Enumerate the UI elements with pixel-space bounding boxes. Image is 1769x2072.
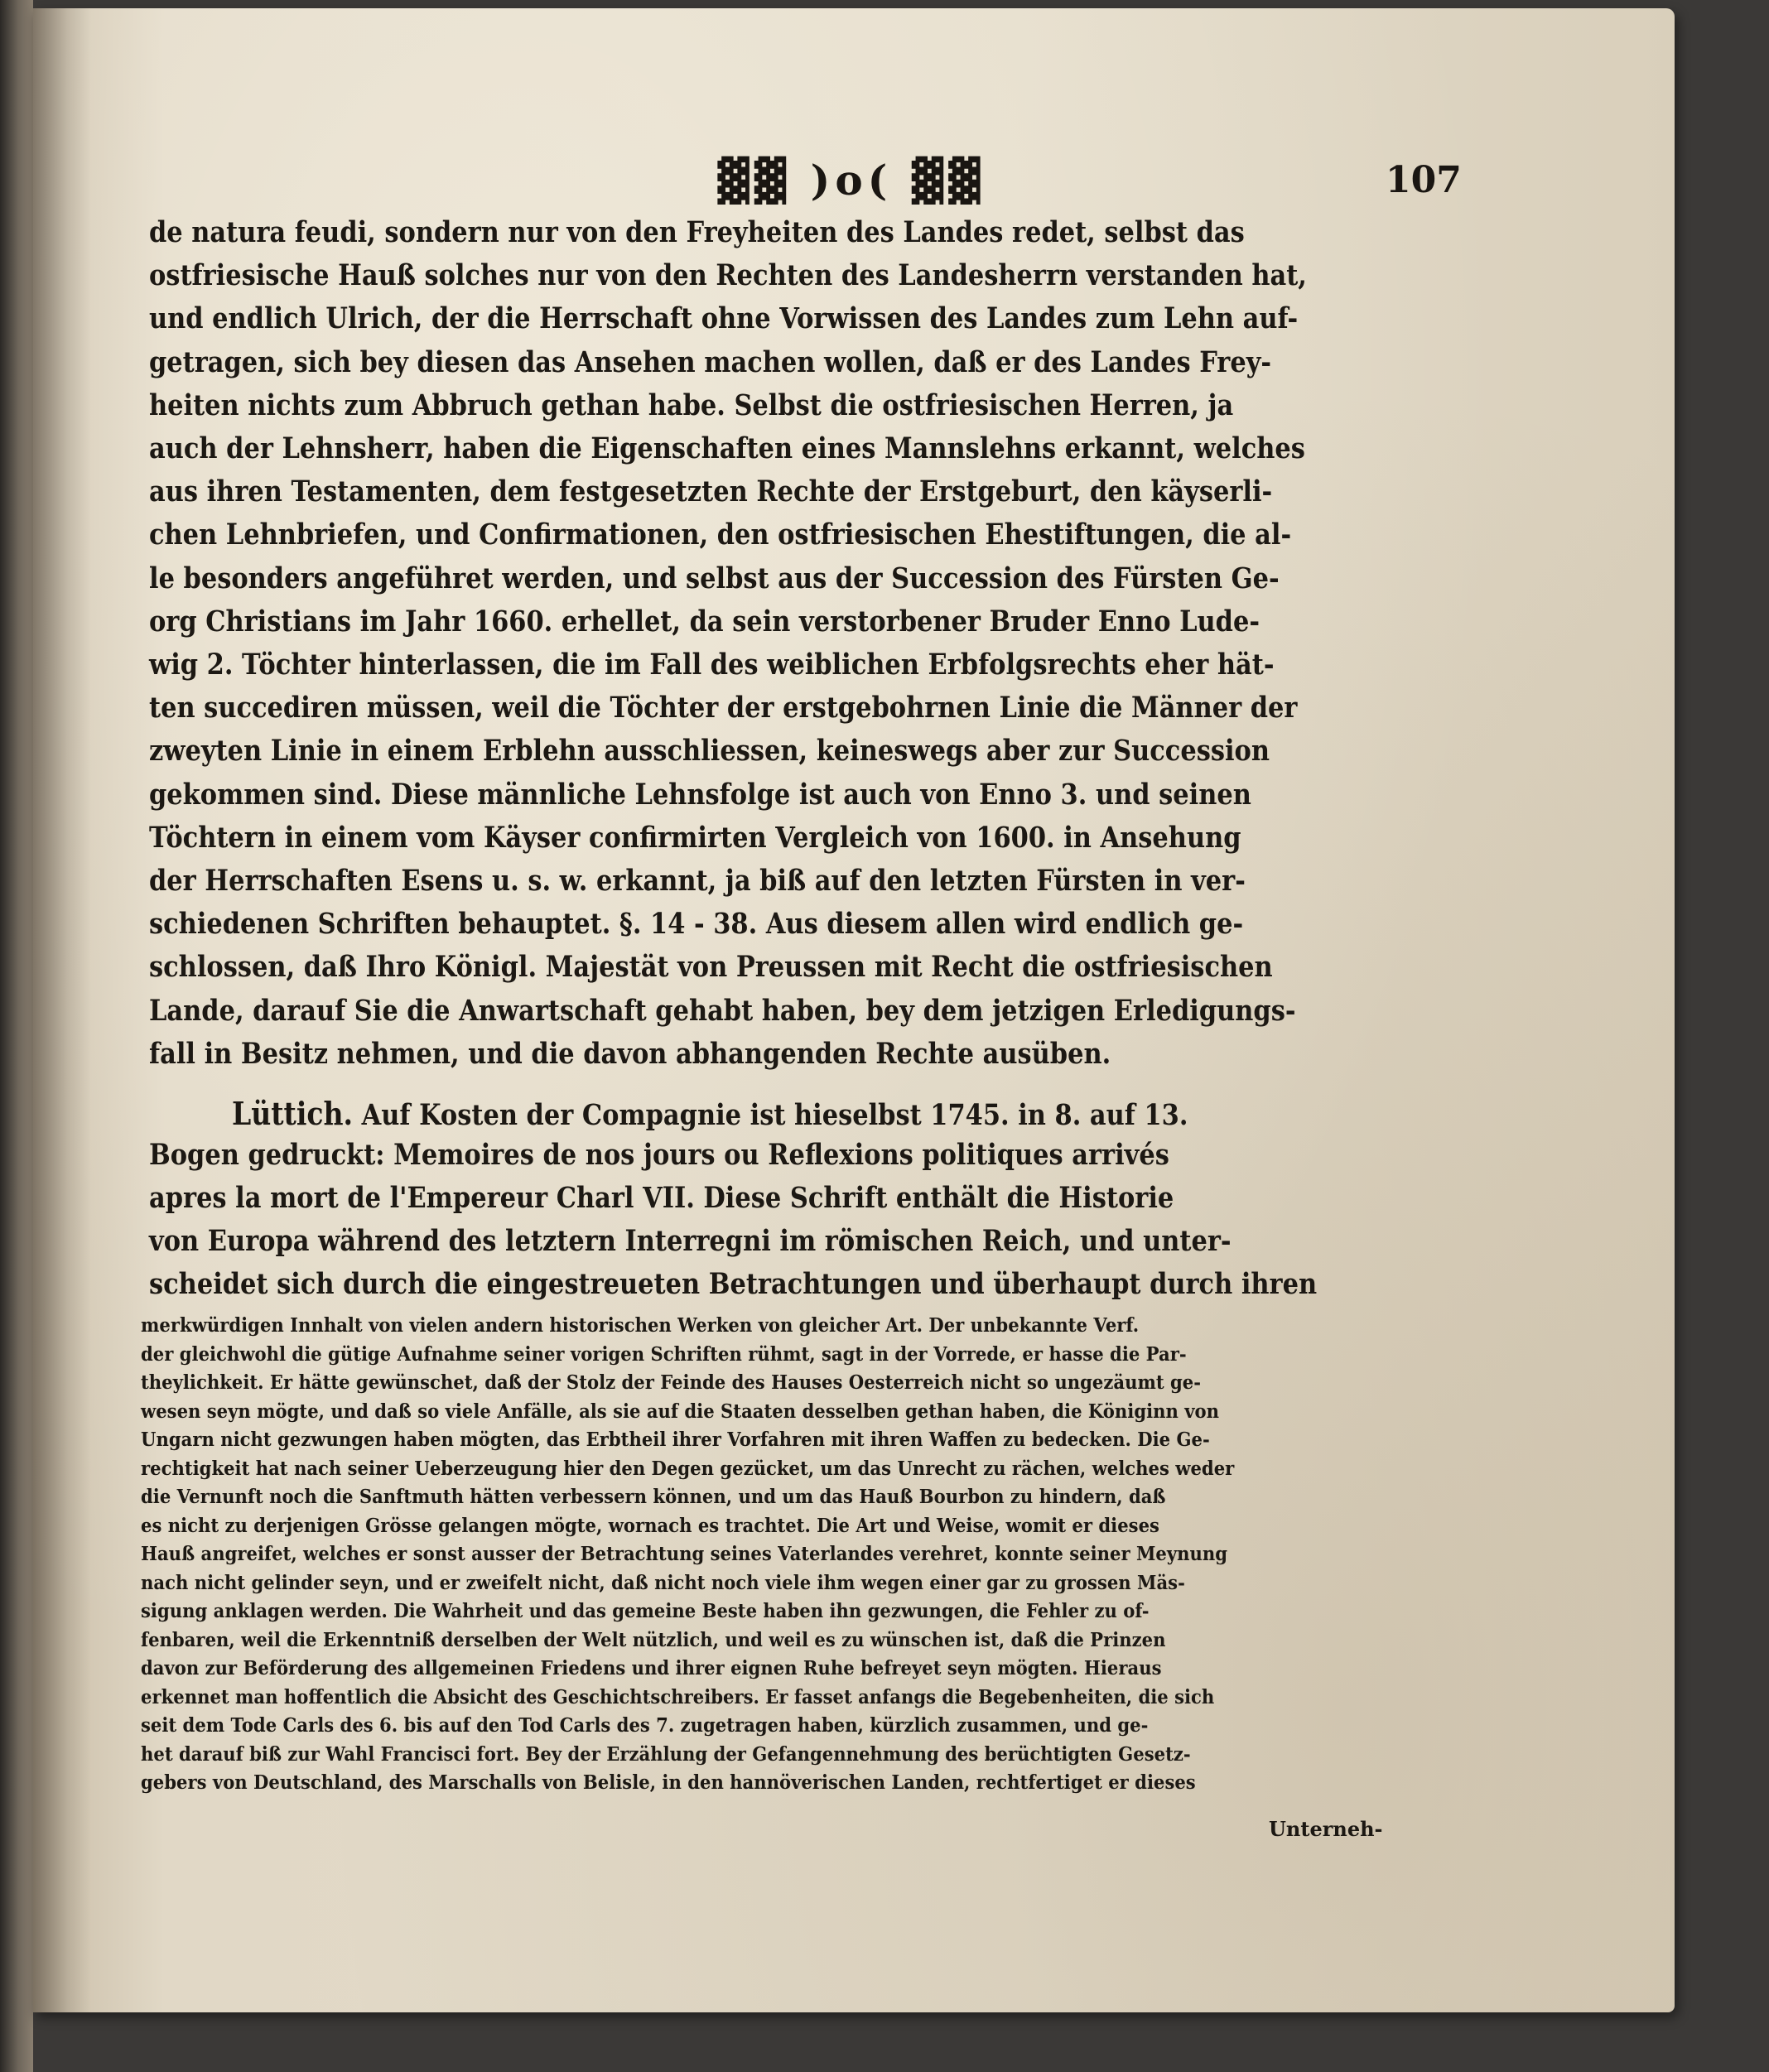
small-print-line: sigung anklagen werden. Die Wahrheit und das gemeine Beste haben ihn gezwungen, die Fehler zu of- <box>141 1599 1150 1622</box>
small-print-line: rechtigkeit hat nach seiner Ueberzeugung hier den Degen gezücket, um das Unrecht zu rächen, welches weder <box>141 1456 1235 1480</box>
text-line: Lande, darauf Sie die Anwartschaft gehabt haben, bey dem jetzigen Erledigungs- <box>149 993 1296 1028</box>
review-line: apres la mort de l'Empereur Charl VII. Diese Schrift enthält die Historie <box>149 1181 1174 1215</box>
text-line: zweyten Linie in einem Erblehn ausschliessen, keineswegs aber zur Succession <box>149 734 1270 769</box>
small-print-line: seit dem Tode Carls des 6. bis auf den Tod Carls des 7. zugetragen haben, kürzlich zusammen, und ge- <box>141 1713 1149 1737</box>
small-print-line: der gleichwohl die gütige Aufnahme seiner vorigen Schriften rühmt, sagt in der Vorrede, er hasse die Par- <box>141 1342 1187 1366</box>
small-print-line: die Vernunft noch die Sanftmuth hätten verbessern können, und um das Hauß Bourbon zu hindern, daß <box>141 1485 1166 1508</box>
text-line: schiedenen Schriften behauptet. §. 14 - 38. Aus diesem allen wird endlich ge- <box>149 907 1244 942</box>
facing-page-edge <box>0 0 33 2072</box>
small-print-line: theylichkeit. Er hätte gewünschet, daß der Stolz der Feinde des Hauses Oesterreich nicht so ungezäumt ge- <box>141 1371 1201 1394</box>
review-line <box>232 1095 1188 1132</box>
small-print-line: wesen seyn mögte, und daß so viele Anfälle, als sie auf die Staaten desselben gethan haben, die Königinn von <box>141 1399 1220 1423</box>
text-line: Töchtern in einem vom Käyser confirmirten Vergleich von 1600. in Ansehung <box>149 820 1241 855</box>
small-print-line: het darauf biß zur Wahl Francisci fort. Bey der Erzählung der Gefangennehmung des berüchtigten Gesetz- <box>141 1742 1191 1766</box>
small-print-line: davon zur Beförderung des allgemeinen Friedens und ihrer eignen Ruhe befreyet seyn mögten. Hieraus <box>141 1656 1162 1679</box>
review-line: von Europa während des letztern Interregni im römischen Reich, und unter- <box>149 1224 1232 1258</box>
text-line: aus ihren Testamenten, dem festgesetzten Rechte der Erstgeburt, den käyserli- <box>149 475 1273 509</box>
text-line: schlossen, daß Ihro Königl. Majestät von Preussen mit Recht die ostfriesischen <box>149 950 1273 985</box>
text-line: ten succediren müssen, weil die Töchter der erstgebohrnen Linie die Männer der <box>149 691 1298 725</box>
review-line: Bogen gedruckt: Memoires de nos jours ou Reflexions politiques arrivés <box>149 1138 1169 1172</box>
review-line: scheidet sich durch die eingestreueten Betrachtungen und überhaupt durch ihren <box>149 1267 1318 1301</box>
text-line: wig 2. Töchter hinterlassen, die im Fall des weiblichen Erbfolgsrechts eher hät- <box>149 648 1275 682</box>
text-line: auch der Lehnsherr, haben die Eigenschaften eines Mannslehns erkannt, welches <box>149 431 1305 465</box>
text-line: und endlich Ulrich, der die Herrschaft ohne Vorwissen des Landes zum Lehn auf- <box>149 301 1299 336</box>
text-line: chen Lehnbriefen, und Confirmationen, den ostfriesischen Ehestiftungen, die al- <box>149 518 1292 552</box>
text-line: le besonders angeführet werden, und selbst aus der Succession des Fürsten Ge- <box>149 561 1280 595</box>
text-line: org Christians im Jahr 1660. erhellet, da sein verstorbener Bruder Enno Lude- <box>149 604 1260 638</box>
header-ornament: ▓▓ )o( ▓▓ <box>717 156 986 205</box>
small-print-line: Hauß angreifet, welches er sonst ausser der Betrachtung seines Vaterlandes verehret, konnte seiner Meynung <box>141 1542 1228 1565</box>
small-print-line: nach nicht gelinder seyn, und er zweifelt nicht, daß nicht noch viele ihm wegen einer gar zu grossen Mäs- <box>141 1570 1185 1594</box>
text-line: heiten nichts zum Abbruch gethan habe. Selbst die ostfriesischen Herren, ja <box>149 388 1234 422</box>
text-line: ostfriesische Hauß solches nur von den Rechten des Landesherrn verstanden hat, <box>149 258 1307 293</box>
text-line: de natura feudi, sondern nur von den Freyheiten des Landes redet, selbst das <box>149 215 1245 249</box>
small-print-line: gebers von Deutschland, des Marschalls von Belisle, in den hannöverischen Landen, rechtfertiget er dieses <box>141 1771 1196 1794</box>
page-number: 107 <box>1386 159 1462 201</box>
text-line: getragen, sich bey diesen das Ansehen machen wollen, daß er des Landes Frey- <box>149 345 1272 379</box>
page-header <box>147 151 1462 209</box>
small-print-line: erkennet man hoffentlich die Absicht des Geschichtschreibers. Er fasset anfangs die Begebenheiten, die sich <box>141 1684 1215 1708</box>
gutter-shadow <box>33 8 91 2012</box>
review-line-text: Auf Kosten der Compagnie ist hieselbst 1745. in 8. auf 13. <box>353 1098 1188 1132</box>
catchword: Unterneh- <box>1269 1817 1383 1841</box>
small-print-line: es nicht zu derjenigen Grösse gelangen mögte, wornach es trachtet. Die Art und Weise, womit er dieses <box>141 1513 1159 1537</box>
small-print-line: fenbaren, weil die Erkenntniß derselben der Welt nützlich, und weil es zu wünschen ist, daß die Prinzen <box>141 1627 1166 1651</box>
text-line: der Herrschaften Esens u. s. w. erkannt, ja biß auf den letzten Fürsten in ver- <box>149 864 1246 898</box>
text-line: fall in Besitz nehmen, und die davon abhangenden Rechte ausüben. <box>149 1036 1111 1071</box>
small-print-line: Ungarn nicht gezwungen haben mögten, das Erbtheil ihrer Vorfahren mit ihren Waffen zu bedecken. Die Ge- <box>141 1428 1210 1451</box>
book-page <box>33 8 1675 2012</box>
small-print-line: merkwürdigen Innhalt von vielen andern historischen Werken von gleicher Art. Der unbekannte Verf. <box>141 1313 1140 1337</box>
place-heading: Lüttich. <box>232 1095 354 1132</box>
text-line: gekommen sind. Diese männliche Lehnsfolge ist auch von Enno 3. und seinen <box>149 777 1251 812</box>
